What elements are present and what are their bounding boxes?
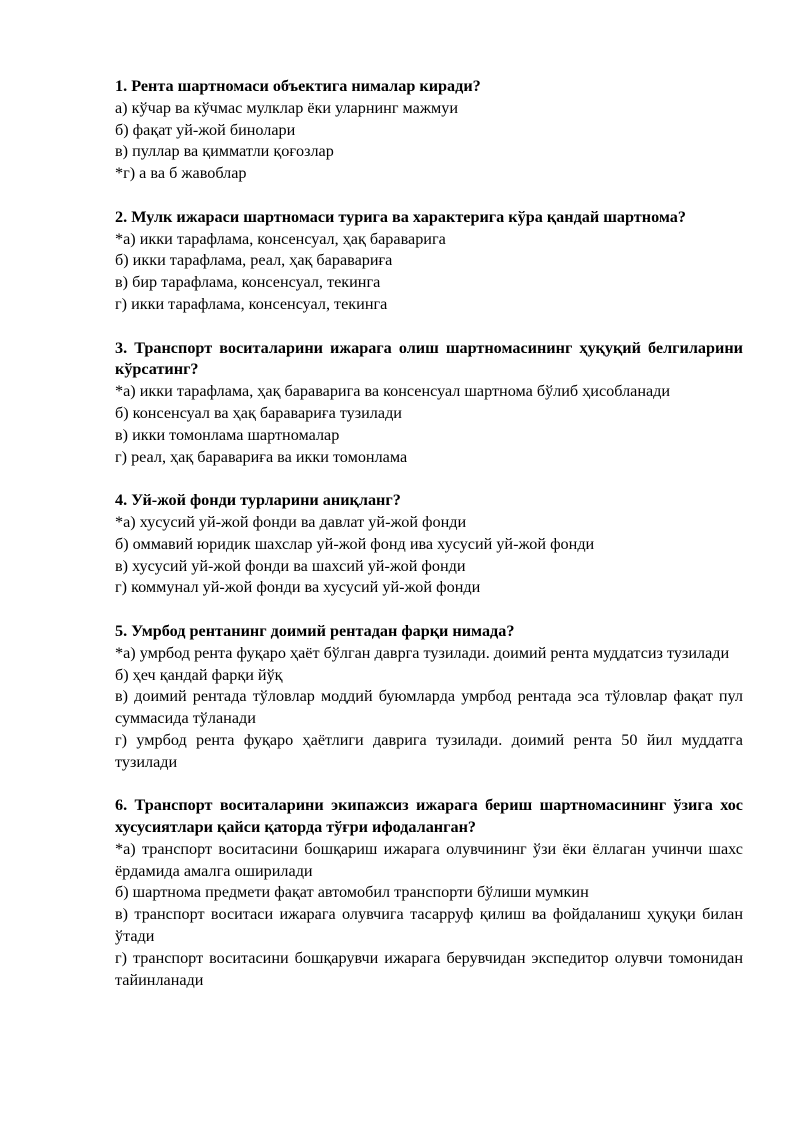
answer-option: в) доимий рентада тўловлар моддий буюмларда умрбод рентада эса тўловлар фақат пул суммасида тўланади xyxy=(115,687,743,728)
answer-option: б) фақат уй-жой бинолари xyxy=(115,120,296,139)
answer-option: в) транспорт воситаси ижарага олувчига тасарруф қилиш ва фойдаланиш ҳуқуқи билан ўтади xyxy=(115,905,743,946)
answer-option: б) консенсуал ва ҳақ баравариға тузилади xyxy=(115,403,402,422)
question-1 xyxy=(115,76,743,185)
question-5 xyxy=(115,621,743,774)
question-title: 1. Рента шартномаси объектига нималар киради? xyxy=(115,77,481,95)
answer-option: *г) а ва б жавоблар xyxy=(115,164,247,183)
answer-option: в) хусусий уй-жой фонди ва шахсий уй-жой фонди xyxy=(115,556,466,575)
question-4 xyxy=(115,490,743,599)
question-title: 6. Транспорт воситаларини экипажсиз ижарага бериш шартномасининг ўзига хос хусусиятлари қайси қаторда тўғри ифодаланган? xyxy=(115,796,743,837)
answer-option: г) умрбод рента фуқаро ҳаётлиги даврига тузилади. доимий рента 50 йил муддатга тузилади xyxy=(115,730,743,771)
answer-option: *а) хусусий уй-жой фонди ва давлат уй-жой фонди xyxy=(115,512,467,531)
answer-option: б) икки тарафлама, реал, ҳақ баравариға xyxy=(115,251,393,270)
question-3 xyxy=(115,338,743,469)
question-title: 4. Уй-жой фонди турларини аниқланг? xyxy=(115,491,401,510)
answer-option: а) кўчар ва кўчмас мулклар ёки уларнинг мажмуи xyxy=(115,98,459,117)
question-title: 3. Транспорт воситаларини ижарага олиш шартномасининг ҳуқуқий белгиларини кўрсатинг? xyxy=(115,338,743,379)
question-2 xyxy=(115,207,743,316)
answer-option: г) транспорт воситасини бошқарувчи ижарага берувчидан экспедитор олувчи томонидан тайинланади xyxy=(115,948,743,989)
answer-option: *а) икки тарафлама, консенсуал, ҳақ бараваригa xyxy=(115,229,446,248)
question-title: 5. Умрбод рентанинг доимий рентадан фарқи нимада? xyxy=(115,621,515,640)
answer-option: в) пуллар ва қимматли қоғозлар xyxy=(115,142,334,161)
document-page xyxy=(115,76,743,1013)
question-6 xyxy=(115,795,743,991)
answer-option: б) шартнома предмети фақат автомобил транспорти бўлиши мумкин xyxy=(115,883,589,902)
answer-option: в) бир тарафлама, консенсуал, текинга xyxy=(115,273,381,292)
question-title: 2. Мулк ижараси шартномаси турига ва характерига кўра қандай шартнома? xyxy=(115,207,686,226)
answer-option: в) икки томонлама шартномалар xyxy=(115,425,340,444)
answer-option: г) икки тарафлама, консенсуал, текинга xyxy=(115,294,388,313)
answer-option: б) оммавий юридик шахслар уй-жой фонд ива хусусий уй-жой фонди xyxy=(115,534,595,553)
answer-option: б) ҳеч қандай фарқи йўқ xyxy=(115,665,283,684)
answer-option: *а) транспорт воситасини бошқариш ижарага олувчининг ўзи ёки ёллаган учинчи шахс ёрдамида амалга оширилади xyxy=(115,839,743,880)
answer-option: г) реал, ҳақ баравариға ва икки томонлама xyxy=(115,447,408,466)
answer-option: г) коммунал уй-жой фонди ва хусусий уй-жой фонди xyxy=(115,578,481,597)
answer-option: *а) икки тарафлама, ҳақ бараваригa ва консенсуал шартнома бўлиб ҳисобланади xyxy=(115,382,671,401)
answer-option: *а) умрбод рента фуқаро ҳаёт бўлган даврга тузилади. доимий рента муддатсиз тузилади xyxy=(115,643,730,662)
